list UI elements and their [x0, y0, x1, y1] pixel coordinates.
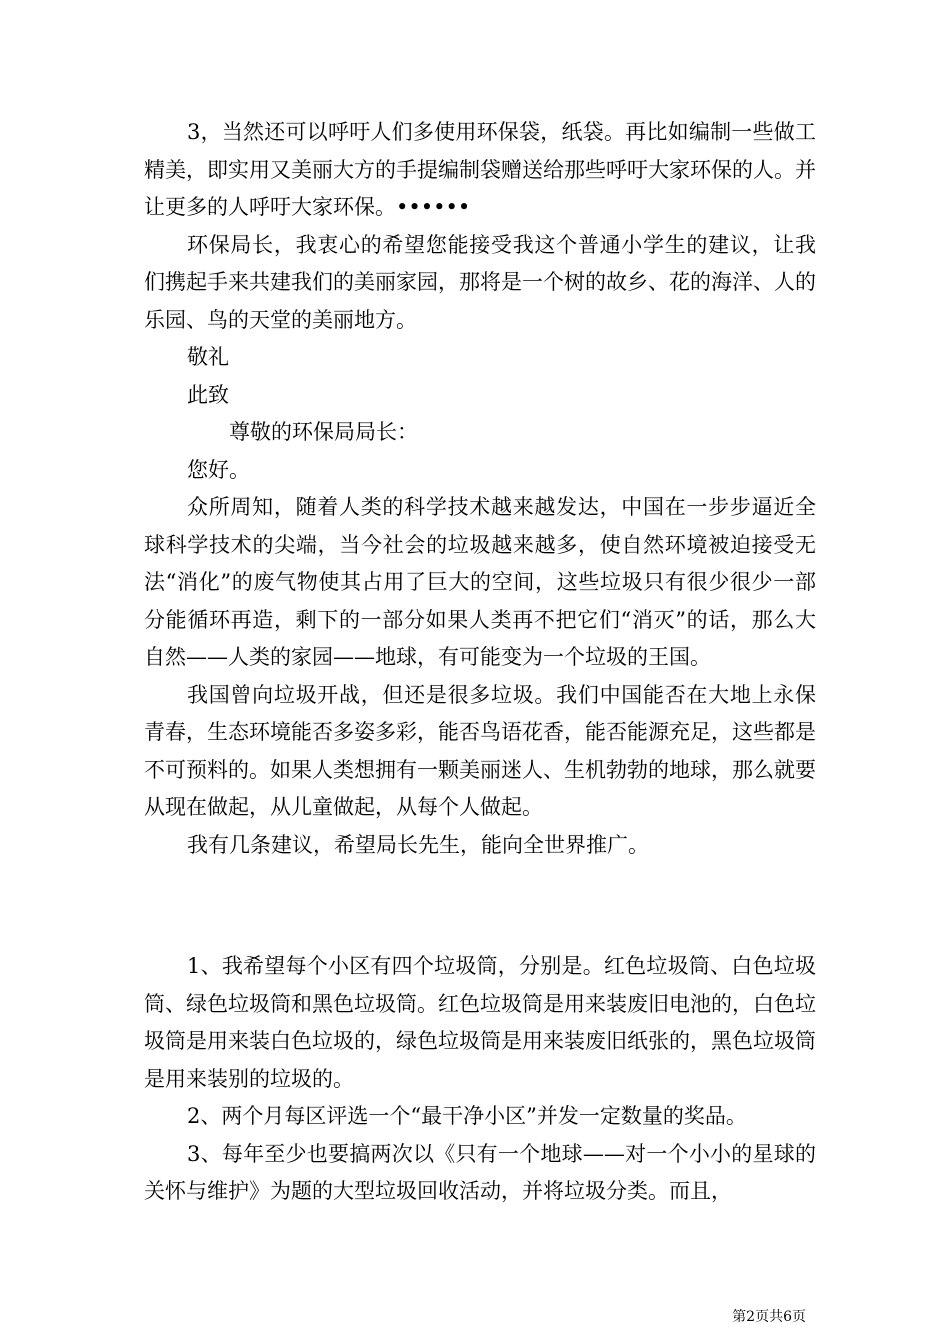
paragraph-suggestion-3-continued: 3，当然还可以呼吁人们多使用环保袋，纸袋。再比如编制一些做工精美，即实用又美丽大方的手提编制袋赠送给那些呼吁大家环保的人。并让更多的人呼吁大家环保。••••••: [144, 120, 816, 219]
suggestion-1: 1、我希望每个小区有四个垃圾筒，分别是。红色垃圾筒、白色垃圾筒、绿色垃圾筒和黑色垃圾筒。红色垃圾筒是用来装废旧电池的，白色垃圾筒是用来装白色垃圾的，绿色垃圾筒是用来装废旧纸张的，黑色垃圾筒是用来装别的垃圾的。: [144, 954, 816, 1091]
paragraph-problem: 我国曾向垃圾开战，但还是很多垃圾。我们中国能否在大地上永保青春，生态环境能否多姿多彩，能否鸟语花香，能否能源充足，这些都是不可预料的。如果人类想拥有一颗美丽迷人、生机勃勃的地球，那么就要从现在做起，从儿童做起，从每个人做起。: [144, 682, 816, 819]
page-number: 第2页共6页: [732, 1309, 806, 1325]
greeting: 您好。: [187, 457, 250, 482]
salutation: 尊敬的环保局局长：: [229, 420, 418, 444]
paragraph-closing-wish: 环保局长，我衷心的希望您能接受我这个普通小学生的建议，让我们携起手来共建我们的美丽家园，那将是一个树的故乡、花的海洋、人的乐园、鸟的天堂的美丽地方。: [144, 232, 816, 332]
paragraph-intro: 众所周知，随着人类的科学技术越来越发达，中国在一步步逼近全球科学技术的尖端，当今社会的垃圾越来越多，使自然环境被迫接受无法“消化”的废气物使其占用了巨大的空间，这些垃圾只有很少很少一部分能循环再造，剩下的一部分如果人类再不把它们“消灭”的话，那么大自然——人类的家园——地球，有可能变为一个垃圾的王国。: [144, 495, 816, 669]
paragraph-suggestion-lead: 我有几条建议，希望局长先生，能向全世界推广。: [187, 832, 649, 857]
suggestion-2: 2、两个月每区评选一个“最干净小区”并发一定数量的奖品。: [187, 1104, 747, 1128]
closing-zhizhi: 此致: [187, 382, 229, 407]
closing-salute: 敬礼: [187, 345, 229, 369]
blank-gap: [144, 864, 816, 948]
letter-body: [144, 114, 816, 1211]
suggestion-3: 3、每年至少也要搞两次以《只有一个地球——对一个小小的星球的关怀与维护》为题的大型垃圾回收活动，并将垃圾分类。而且，: [144, 1141, 816, 1203]
